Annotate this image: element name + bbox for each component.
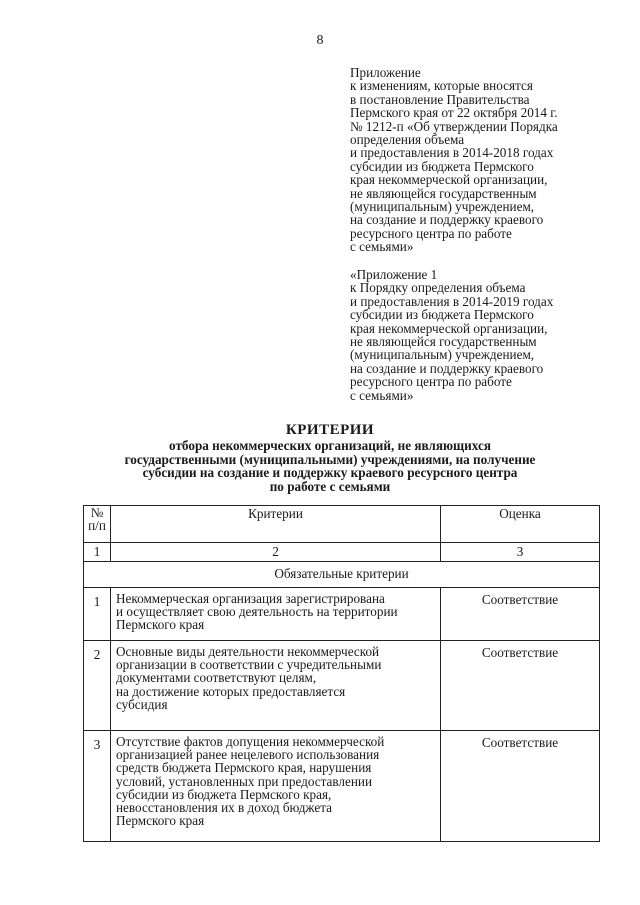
row-score: Соответствие [441,641,600,731]
criteria-table [83,505,600,842]
title-line: государственными (муниципальными) учреждениями, на получение [124,451,536,467]
table-index-row [84,543,600,562]
criterion-line: на достижение которых предоставляется [116,683,346,699]
annex-2-line: на создание и поддержку краевого [350,360,544,376]
page-number: 8 [316,33,324,48]
annex-1-line: Пермского края от 22 октября 2014 г. [350,105,558,121]
index-cell: 3 [441,543,600,562]
criterion-line: Некоммерческая организация зарегистрирована [116,591,385,606]
title-line: отбора некоммерческих организаций, не являющихся [169,438,491,453]
criterion-line: невосстановления их в доход бюджета [116,800,332,816]
criterion-line: документами соответствуют целям, [116,670,317,686]
criterion-line: условий, установленных при предоставлении [116,773,373,789]
title-main: КРИТЕРИИ [285,422,375,438]
row-criterion [111,731,441,842]
section-title: Обязательные критерии [84,562,600,588]
criterion-line: организации в соответствии с учредительными [116,657,382,673]
row-criterion [111,588,441,641]
header-criteria: Критерии [111,506,441,543]
annex-1-line: ресурсного центра по работе [350,225,512,241]
annex-1-line: № 1212-п «Об утверждении Порядка [350,118,558,134]
row-num: 1 [84,588,111,641]
annex-1-line: в постановление Правительства [350,91,530,107]
criterion-line: Пермского края [116,813,205,829]
annex-2-line: края некоммерческой организации, [350,320,548,336]
annex-1-line: к изменениям, которые вносятся [350,78,533,94]
index-cell: 1 [84,543,111,562]
annex-1-line: края некоммерческой организации, [350,172,548,188]
title-line: по работе с семьями [269,478,391,494]
criterion-line: субсидии из бюджета Пермского края, [116,786,332,802]
row-score: Соответствие [441,588,600,641]
index-cell: 2 [111,543,441,562]
table-header-row [84,506,600,543]
header-score: Оценка [441,506,600,543]
criterion-line: Основные виды деятельности некоммерческой [116,644,380,659]
row-score: Соответствие [441,731,600,842]
table-row [84,588,600,641]
table-row [84,731,600,842]
row-num: 2 [84,641,111,731]
annex-2-line: к Порядку определения объема [350,280,526,296]
annex-1-line: Приложение [350,65,421,80]
annex-2-line: (муниципальным) учреждением, [350,347,535,363]
annex-2-line: ресурсного центра по работе [350,374,512,390]
annex-2-line: субсидии из бюджета Пермского [350,307,534,323]
annex-note-appendix-1 [350,268,610,402]
annex-1-line: (муниципальным) учреждением, [350,199,535,215]
annex-2-line: и предоставления в 2014-2019 годах [350,293,554,309]
annex-2-line: не являющейся государственным [350,334,537,350]
criterion-line: Пермского края [116,617,205,633]
annex-1-line: и предоставления в 2014-2018 годах [350,145,554,161]
annex-2-line: с семьями» [350,387,414,403]
criterion-line: и осуществляет свою деятельность на территории [116,604,398,620]
row-num: 3 [84,731,111,842]
header-num: № п/п [84,506,111,543]
document-title [60,422,600,493]
title-line: субсидии на создание и поддержку краевого ресурсного центра [142,465,518,480]
annex-1-line: субсидии из бюджета Пермского [350,158,534,174]
row-criterion [111,641,441,731]
annex-1-line: на создание и поддержку краевого [350,212,544,228]
annex-1-line: не являющейся государственным [350,185,537,201]
annex-1-line: с семьями» [350,239,414,255]
section-row [84,562,600,588]
table-row [84,641,600,731]
annex-2-line: «Приложение 1 [350,267,438,282]
criterion-line: Отсутствие фактов допущения некоммерческой [116,734,385,749]
annex-1-line: определения объема [350,132,465,148]
criterion-line: организацией ранее нецелевого использования [116,747,380,763]
annex-note-changes [350,66,610,254]
criterion-line: субсидия [116,696,168,712]
criterion-line: средств бюджета Пермского края, нарушения [116,760,372,776]
